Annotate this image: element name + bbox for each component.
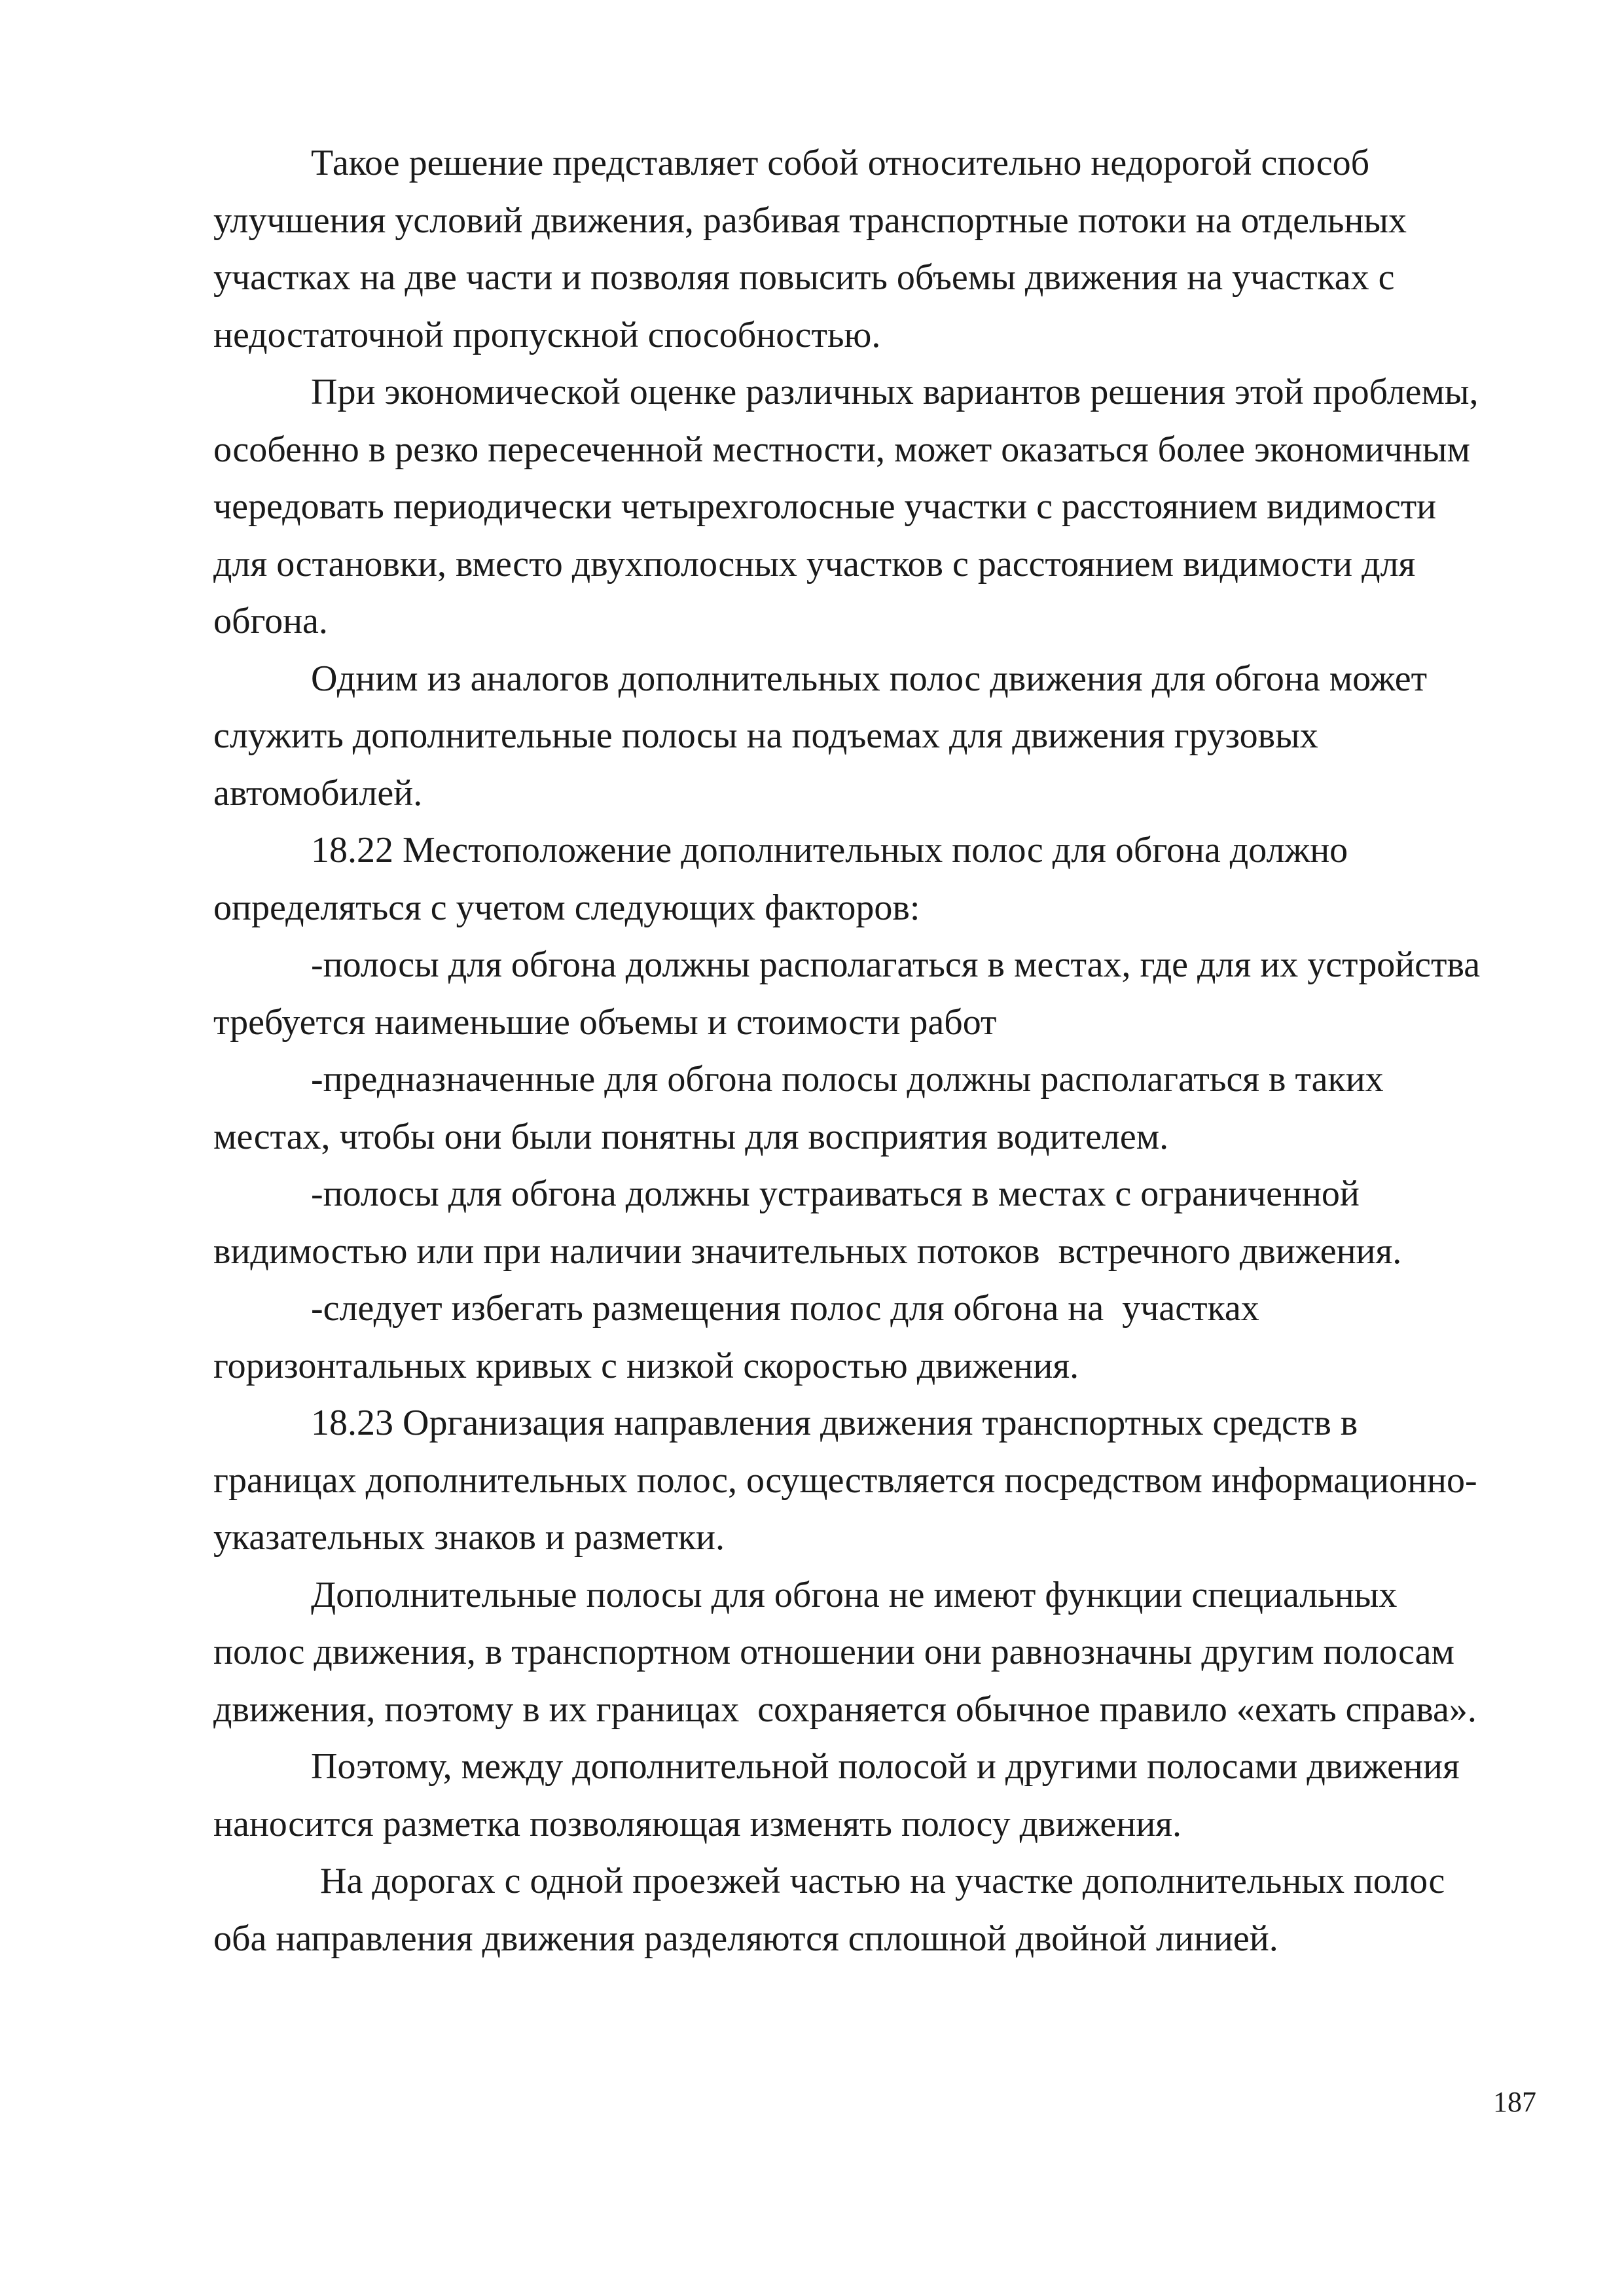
paragraph [213, 937, 1536, 1051]
paragraph-first-line: -предназначенные для обгона полосы должны располагаться в таких [311, 1059, 1384, 1100]
page-number: 187 [1493, 2086, 1536, 2118]
paragraph [213, 1166, 1536, 1280]
paragraph-first-line: 18.23 Организация направления движения транспортных средств в [311, 1403, 1358, 1443]
paragraph-first-line: Одним из аналогов дополнительных полос движения для обгона может [311, 658, 1428, 699]
paragraph-line: участках на две части и позволяя повысить объемы движения на участках с [213, 257, 1395, 298]
paragraph-line: автомобилей. [213, 772, 423, 814]
paragraph [213, 1395, 1536, 1567]
paragraph-line: оба направления движения разделяются сплошной двойной линией. [213, 1918, 1278, 1959]
paragraph-line: горизонтальных кривых с низкой скоростью движения. [213, 1345, 1079, 1386]
paragraph [213, 1280, 1536, 1395]
paragraph [213, 1567, 1536, 1739]
paragraph-first-line: 18.22 Местоположение дополнительных полос для обгона должно [311, 830, 1348, 870]
paragraph-line: обгона. [213, 601, 328, 641]
paragraph-first-line: Такое решение представляет собой относительно недорогой способ [311, 143, 1370, 183]
paragraph-first-line: При экономической оценке различных вариантов решения этой проблемы, [311, 372, 1479, 412]
paragraph-line: чередовать периодически четырехголосные участки с расстоянием видимости [213, 486, 1437, 527]
paragraph-line: границах дополнительных полос, осуществляется посредством информационно- [213, 1460, 1477, 1501]
paragraph-first-line: Дополнительные полосы для обгона не имеют функции специальных [311, 1574, 1398, 1615]
paragraph-line: служить дополнительные полосы на подъемах для движения грузовых [213, 715, 1318, 756]
paragraph-line: особенно в резко пересеченной местности, может оказаться более экономичным [213, 429, 1470, 470]
paragraph-first-line: На дорогах с одной проезжей частью на участке дополнительных полос [311, 1861, 1445, 1901]
paragraph-line: определяться с учетом следующих факторов: [213, 887, 920, 928]
paragraph-first-line: -следует избегать размещения полос для обгона на участках [311, 1288, 1259, 1329]
paragraph-line: движения, поэтому в их границах сохраняется обычное правило «ехать справа». [213, 1689, 1477, 1730]
page-body [213, 135, 1536, 1967]
paragraph [213, 651, 1536, 823]
paragraph-line: указательных знаков и разметки. [213, 1517, 725, 1558]
paragraph-first-line: -полосы для обгона должны устраиваться в местах с ограниченной [311, 1174, 1360, 1214]
paragraph-line: видимостью или при наличии значительных потоков встречного движения. [213, 1230, 1402, 1272]
paragraph [213, 1051, 1536, 1166]
paragraph-line: недостаточной пропускной способностью. [213, 314, 881, 355]
paragraph [213, 1738, 1536, 1853]
paragraph-line: для остановки, вместо двухполосных участков с расстоянием видимости для [213, 543, 1416, 584]
paragraph [213, 135, 1536, 364]
paragraph [213, 364, 1536, 651]
paragraph-line: полос движения, в транспортном отношении они равнозначны другим полосам [213, 1632, 1454, 1672]
paragraph-line: требуется наименьшие объемы и стоимости работ [213, 1001, 997, 1043]
paragraph-line: местах, чтобы они были понятны для восприятия водителем. [213, 1116, 1169, 1157]
paragraph-first-line: Поэтому, между дополнительной полосой и другими полосами движения [311, 1746, 1460, 1787]
paragraph-line: наносится разметка позволяющая изменять полосу движения. [213, 1803, 1182, 1844]
paragraph-line: улучшения условий движения, разбивая транспортные потоки на отдельных [213, 200, 1407, 241]
paragraph-first-line: -полосы для обгона должны располагаться в местах, где для их устройства [311, 944, 1481, 985]
paragraph [213, 822, 1536, 937]
paragraph [213, 1853, 1536, 1967]
